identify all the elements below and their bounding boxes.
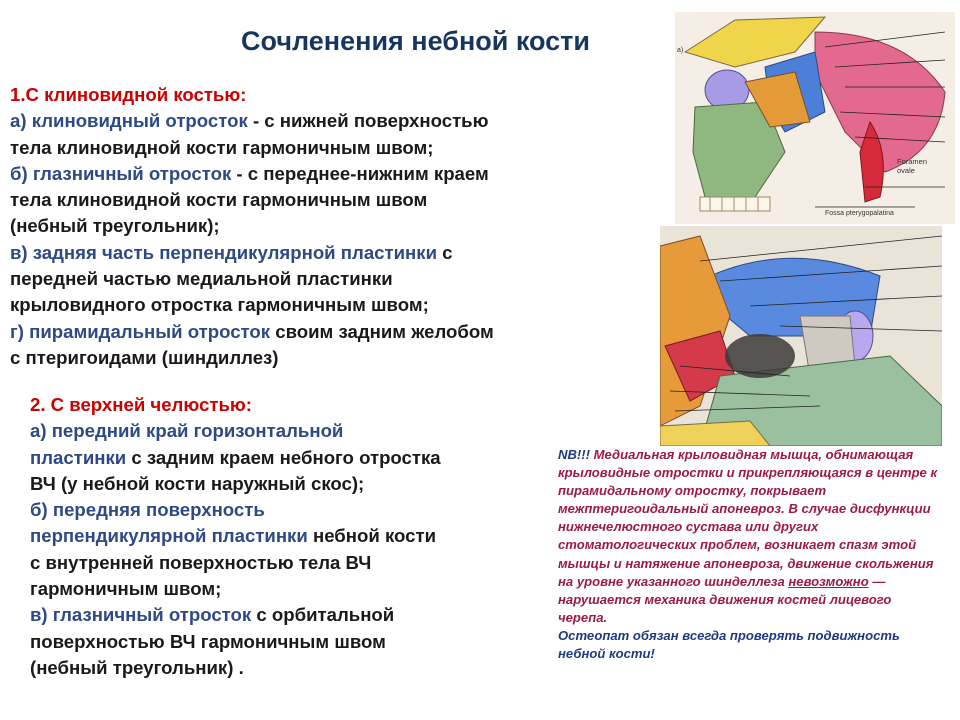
nb-text2: — нарушается механика движения костей лицевого черепа. [558, 573, 892, 625]
s1-a-term: а) клиновидный отросток [10, 110, 248, 132]
s1-c-text2: передней частью медиальной пластинки [10, 268, 393, 290]
s2-b-text3: гармоничным швом; [30, 578, 222, 600]
s1-c-term: в) задняя часть перпендикулярной пластинки [10, 241, 438, 263]
s2-b-text2: с внутренней поверхностью тела ВЧ [30, 551, 372, 573]
s1-b-term: б) глазничный отросток [10, 162, 232, 184]
section-sphenoid [10, 82, 610, 371]
slide-title: Сочленения небной кости [241, 26, 590, 56]
orbit-closeup-illustration [660, 226, 942, 446]
s2-a-text2: ВЧ (у небной кости наружный скос); [30, 472, 365, 494]
s2-c-term: в) глазничный отросток [30, 604, 252, 626]
s2-b-term1: б) передняя поверхность [30, 499, 265, 521]
s1-a-text2: тела клиновидной кости гармоничным швом; [10, 136, 434, 158]
nb-label: NB!!! [558, 447, 590, 462]
nb-text1: Медиальная крыловидная мышца, обнимающая крыловидные отростки и прикрепляющаяся в центре к пирамидальному отростку, покрывает межптеригоидальный апоневроз. В случае дисфункции нижнечелюстного сустава или других стоматологических проблем, возникает спазм этой мышцы и натяжение апоневроза, движение скольжения на уровне указанного шинделлеза [558, 447, 938, 589]
fig1-label-ovale: ovale [897, 166, 915, 175]
s2-a-term1: а) передний край горизонтальной [30, 420, 344, 442]
s1-b-text3: (небный треугольник); [10, 215, 220, 237]
section2-heading: 2. С верхней челюстью: [30, 394, 252, 415]
fig1-label-foramen: Foramen [897, 157, 928, 166]
s2-a-text1: с задним краем небного отростка [126, 446, 441, 468]
section-maxilla [30, 392, 540, 681]
s2-b-term2: перпендикулярной пластинки [30, 525, 308, 547]
fig1-label-a: a) [677, 47, 684, 54]
s2-a-term2: пластинки [30, 446, 127, 468]
s2-c-text1: с орбитальной [251, 604, 395, 626]
skull-lateral-illustration [675, 12, 955, 224]
s1-b-text1: - с переднее-нижним краем [231, 162, 489, 184]
nb-conclusion: Остеопат обязан всегда проверять подвижность небной кости! [558, 627, 900, 662]
s2-c-text2: поверхностью ВЧ гармоничным швом [30, 630, 386, 652]
section1-heading: 1.С клиновидной костью: [10, 84, 247, 105]
s1-d-text2: с птеригоидами (шиндиллез) [10, 346, 279, 368]
s2-c-text3: (небный треугольник) . [30, 656, 244, 678]
s1-c-text1: с [437, 241, 453, 263]
fig1-label-fossa: Fossa pterygopalatina [825, 210, 894, 217]
s1-c-text3: крыловидного отростка гармоничным швом; [10, 294, 429, 316]
s2-b-text1: небной кости [307, 525, 437, 547]
s1-a-text1: - с нижней поверхностью [247, 110, 489, 132]
s1-d-text1: своим задним желобом [270, 320, 494, 342]
nb-underlined: невозможно [788, 573, 869, 589]
s1-b-text2: тела клиновидной кости гармоничным швом [10, 189, 428, 211]
s1-d-term: г) пирамидальный отросток [10, 320, 271, 342]
nb-note [558, 446, 938, 663]
